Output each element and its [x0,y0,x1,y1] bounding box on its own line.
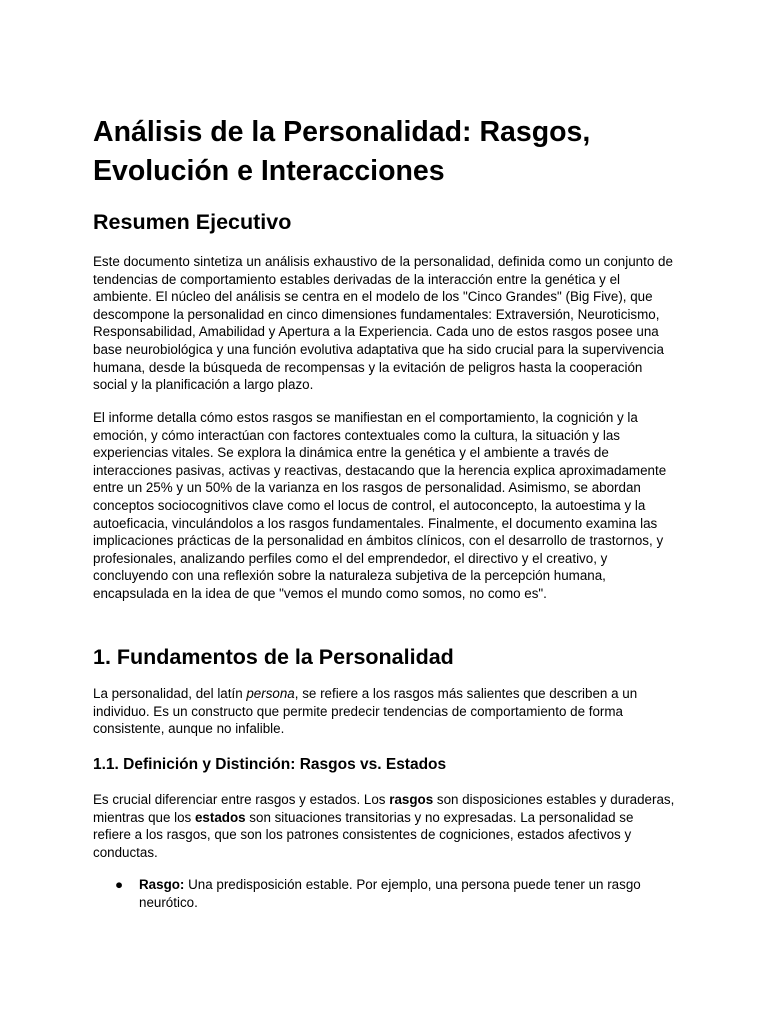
paragraph-section-1-1: Es crucial diferenciar entre rasgos y estados. Los rasgos son disposiciones estables y duraderas, mientras que los estados son situaciones transitorias y no expresadas. La personalidad se refiere a los rasgos, que son los patrones consistentes de cogniciones, estados afectivos y conductas. [93,792,675,860]
heading-resumen-ejecutivo: Resumen Ejecutivo [93,210,292,234]
heading-section-1: 1. Fundamentos de la Personalidad [93,645,454,669]
emphasis-persona: persona [246,686,295,701]
paragraph-summary-1: Este documento sintetiza un análisis exhaustivo de la personalidad, definida como un conjunto de tendencias de comportamiento estables derivadas de la interacción entre la genética y el ambiente. El núcleo del análisis se centra en el modelo de los "Cinco Grandes" (Big Five), que descompone la personalidad en cinco dimensiones fundamentales: Extraversión, Neuroticismo, Responsabilidad, Amabilidad y Apertura a la Experiencia. Cada uno de estos rasgos posee una base neurobiológica y una función evolutiva adaptativa que ha sido crucial para la supervivencia humana, desde la búsqueda de recompensas y la evitación de peligros hasta la cooperación social y la planificación a largo plazo. [93,254,673,393]
paragraph-section-1: La personalidad, del latín persona, se refiere a los rasgos más salientes que describen a un individuo. Es un constructo que permite predecir tendencias de comportamiento de forma consistente, aunque no infalible. [93,686,638,737]
bullet-marker: ● [115,877,124,892]
list-item-text: Rasgo: Una predisposición estable. Por ejemplo, una persona puede tener un rasgo neurótico. [139,877,641,910]
paragraph-summary-2: El informe detalla cómo estos rasgos se manifiestan en el comportamiento, la cognición y la emoción, y cómo interactúan con factores contextuales como la cultura, la situación y las experiencias vitales. Se explora la dinámica entre la genética y el ambiente a través de interacciones pasivas, activas y reactivas, destacando que la herencia explica aproximadamente entre un 25% y un 50% de la varianza en los rasgos de personalidad. Asimismo, se abordan conceptos sociocognitivos clave como el locus de control, el autoconcepto, la autoestima y la autoeficacia, vinculándolos a los rasgos fundamentales. Finalmente, el documento examina las implicaciones prácticas de la personalidad en ámbitos clínicos, con el desarrollo de trastornos, y profesionales, analizando perfiles como el del emprendedor, el directivo y el creativo, y concluyendo con una reflexión sobre la naturaleza subjetiva de la percepción humana, encapsulada en la idea de que "vemos el mundo como somos, no como es". [93,410,667,601]
document-title: Análisis de la Personalidad: Rasgos, Evolución e Interacciones [93,116,591,187]
heading-section-1-1: 1.1. Definición y Distinción: Rasgos vs. Estados [93,756,447,773]
